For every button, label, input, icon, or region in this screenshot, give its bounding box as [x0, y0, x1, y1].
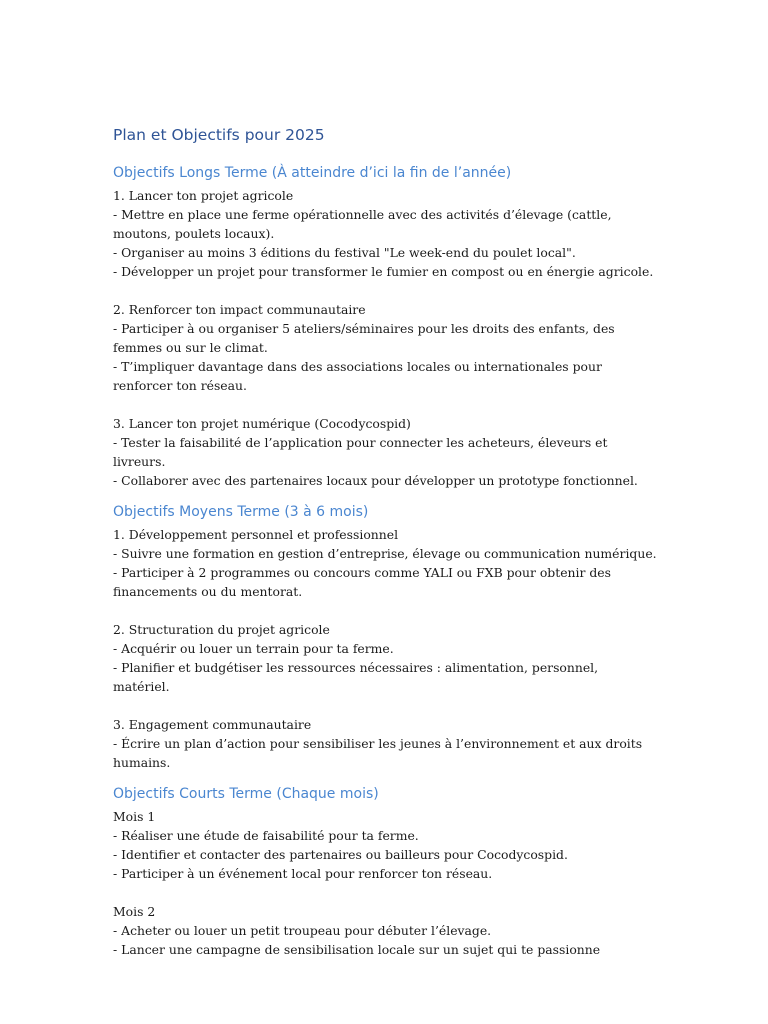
list-item: - Identifier et contacter des partenaires ou bailleurs pour Cocodycospid. [113, 847, 568, 862]
list-item: - Suivre une formation en gestion d’entreprise, élevage ou communication numérique. [113, 546, 657, 561]
paragraph-block [113, 620, 658, 696]
list-item: - Lancer une campagne de sensibilisation locale sur un sujet qui te passionne [113, 942, 601, 957]
block-title: Mois 2 [113, 904, 156, 919]
block-title: Mois 1 [113, 809, 156, 824]
list-item: - Collaborer avec des partenaires locaux pour développer un prototype fonctionnel. [113, 473, 638, 488]
document-body [113, 163, 658, 959]
paragraph-block [113, 715, 658, 772]
block-title: 2. Structuration du projet agricole [113, 622, 330, 637]
section-3 [113, 784, 658, 959]
paragraph-block [113, 186, 658, 281]
block-title: 3. Engagement communautaire [113, 717, 312, 732]
section-heading: Objectifs Longs Terme (À atteindre d’ici la fin de l’année) [113, 165, 512, 181]
list-item: - Organiser au moins 3 éditions du festival "Le week-end du poulet local". [113, 245, 576, 260]
paragraph-block [113, 414, 658, 490]
list-item: - Participer à un événement local pour renforcer ton réseau. [113, 866, 493, 881]
section-2 [113, 502, 658, 772]
page-title: Plan et Objectifs pour 2025 [113, 126, 325, 144]
list-item: - Développer un projet pour transformer le fumier en compost ou en énergie agricole. [113, 264, 654, 279]
paragraph-block [113, 902, 658, 959]
list-item: - T’impliquer davantage dans des associations locales ou internationales pour renforcer ton réseau. [113, 359, 602, 393]
list-item: - Tester la faisabilité de l’application pour connecter les acheteurs, éleveurs et livreurs. [113, 435, 608, 469]
block-title: 1. Lancer ton projet agricole [113, 188, 294, 203]
section-heading: Objectifs Moyens Terme (3 à 6 mois) [113, 504, 369, 520]
block-title: 1. Développement personnel et professionnel [113, 527, 399, 542]
list-item: - Réaliser une étude de faisabilité pour ta ferme. [113, 828, 419, 843]
list-item: - Acquérir ou louer un terrain pour ta ferme. [113, 641, 394, 656]
block-title: 3. Lancer ton projet numérique (Cocodycospid) [113, 416, 411, 431]
list-item: - Écrire un plan d’action pour sensibiliser les jeunes à l’environnement et aux droits humains. [113, 736, 643, 770]
block-title: 2. Renforcer ton impact communautaire [113, 302, 366, 317]
list-item: - Participer à ou organiser 5 ateliers/séminaires pour les droits des enfants, des femmes ou sur le climat. [113, 321, 615, 355]
paragraph-block [113, 525, 658, 601]
paragraph-block [113, 300, 658, 395]
section-heading: Objectifs Courts Terme (Chaque mois) [113, 786, 379, 802]
list-item: - Mettre en place une ferme opérationnelle avec des activités d’élevage (cattle, moutons, poulets locaux). [113, 207, 612, 241]
list-item: - Planifier et budgétiser les ressources nécessaires : alimentation, personnel, matériel. [113, 660, 599, 694]
paragraph-block [113, 807, 658, 883]
section-1 [113, 163, 658, 490]
document-page [113, 124, 658, 971]
list-item: - Acheter ou louer un petit troupeau pour débuter l’élevage. [113, 923, 492, 938]
list-item: - Participer à 2 programmes ou concours comme YALI ou FXB pour obtenir des financements ou du mentorat. [113, 565, 611, 599]
